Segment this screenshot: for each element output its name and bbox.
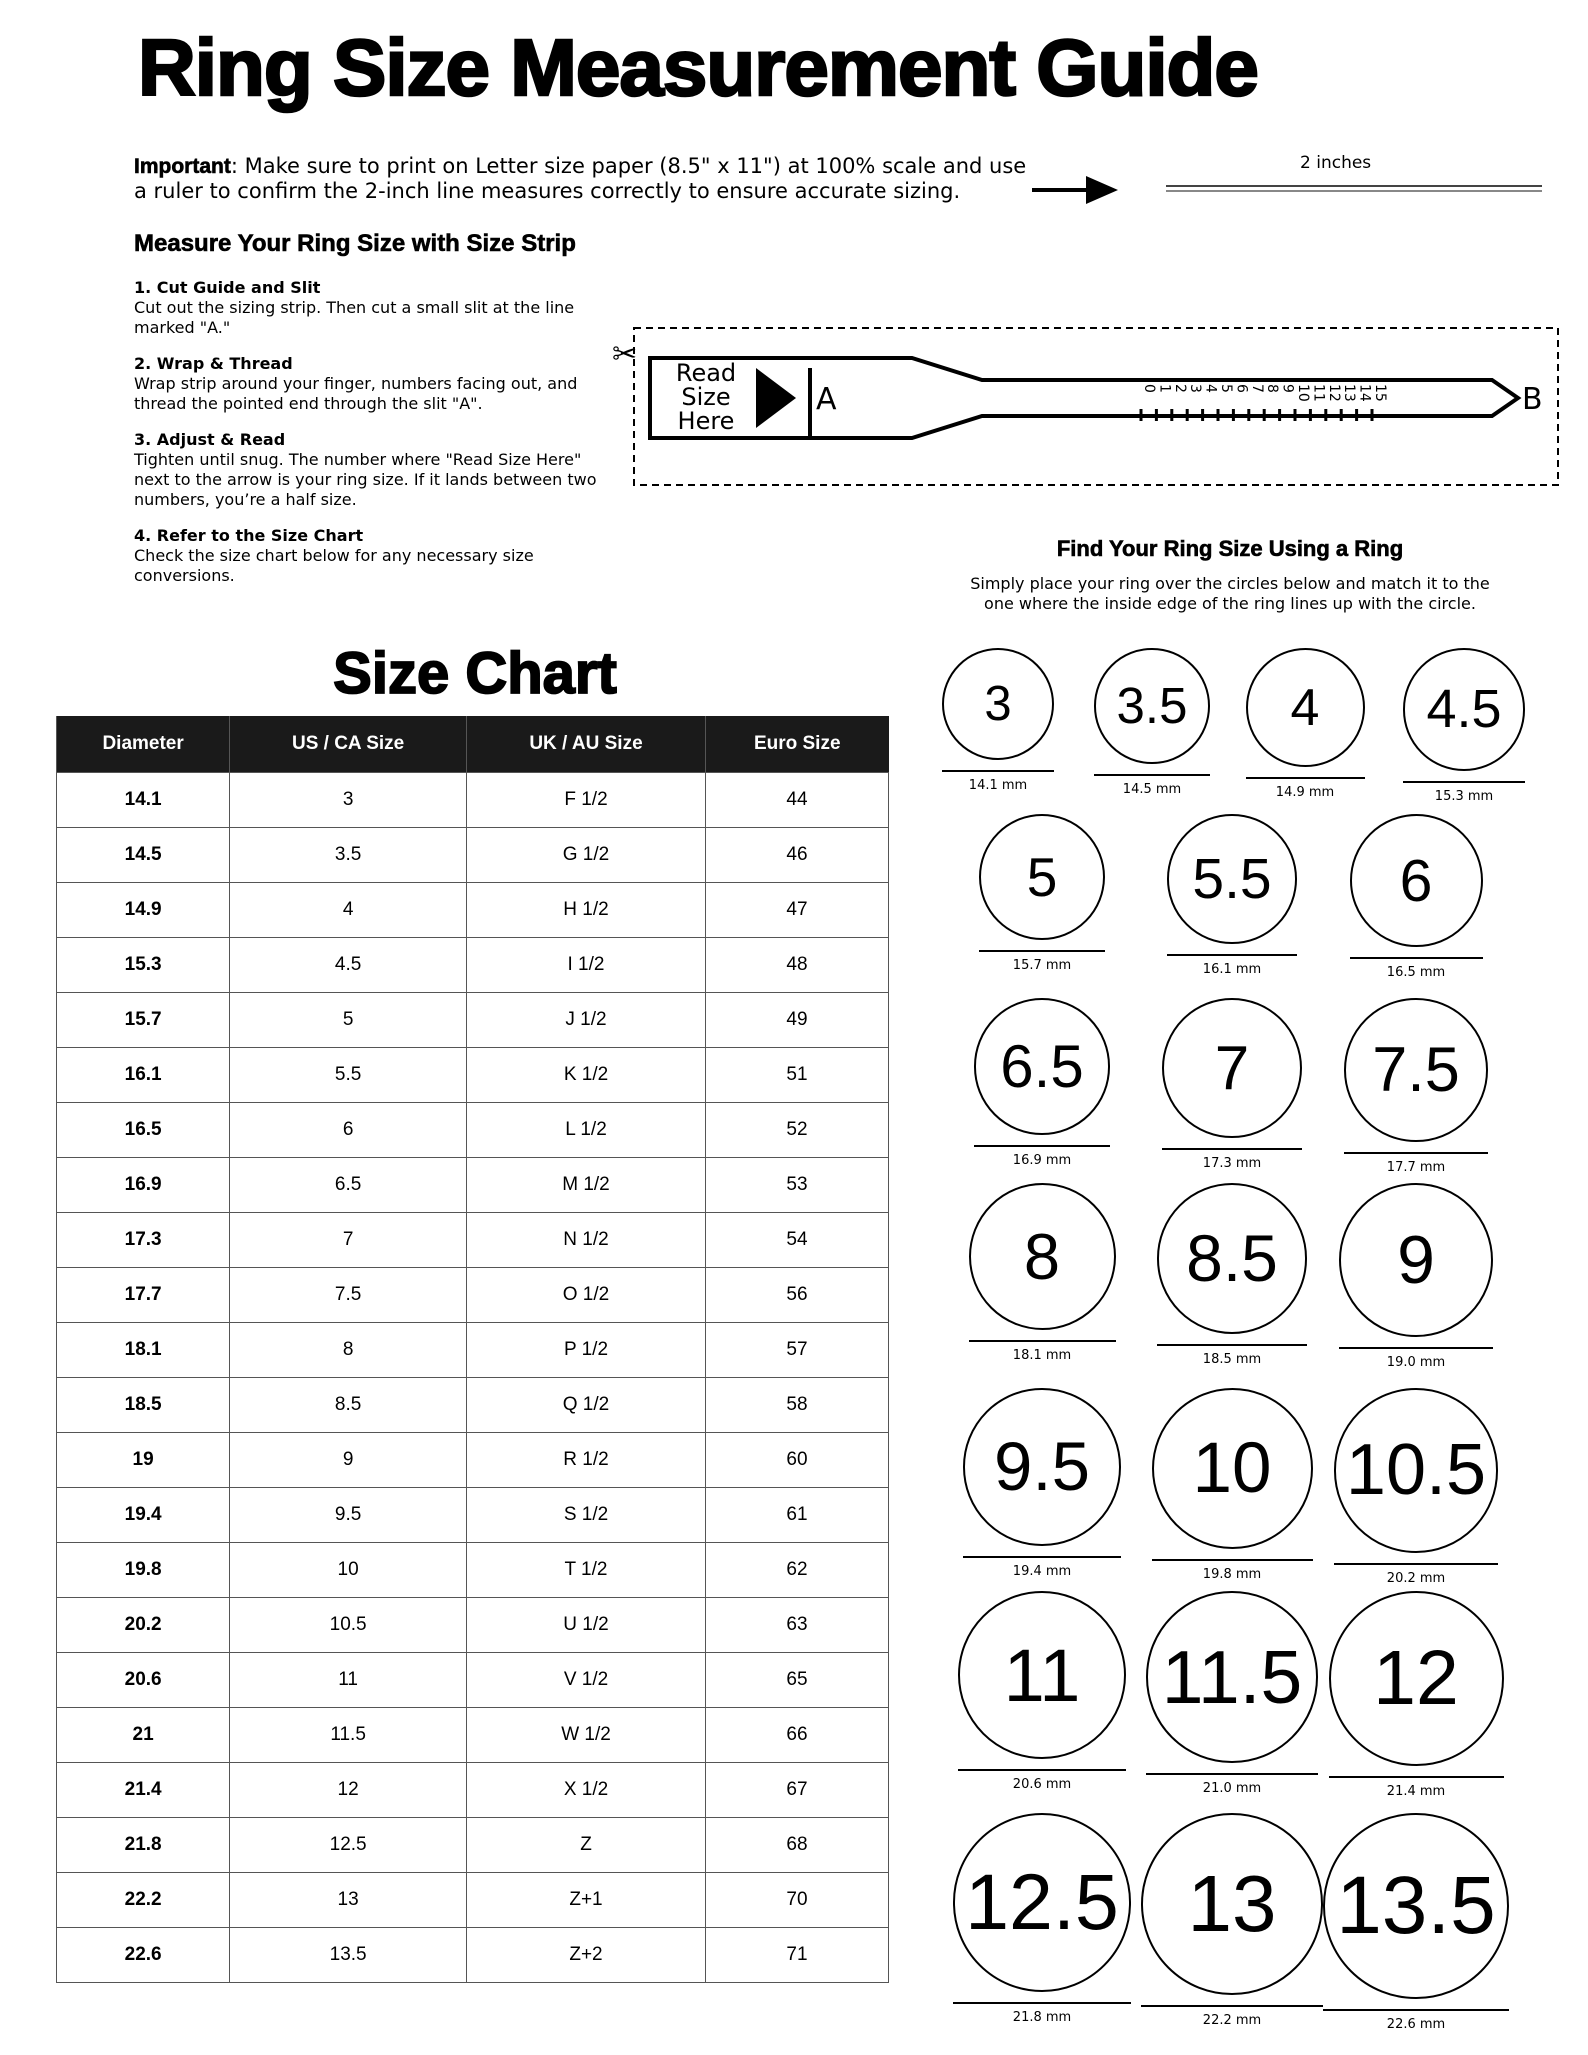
sizing-strip[interactable]: [612, 324, 1562, 489]
uk-size-cell: L 1/2: [467, 1103, 706, 1158]
ring-size-label: 11: [1003, 1633, 1081, 1717]
uk-size-cell: U 1/2: [467, 1598, 706, 1653]
diameter-cell: 22.6: [57, 1928, 230, 1983]
uk-size-cell: W 1/2: [467, 1708, 706, 1763]
uk-size-cell: R 1/2: [467, 1433, 706, 1488]
ring-size-label: 5.5: [1192, 846, 1272, 911]
ring-diameter-line: [1094, 774, 1210, 776]
size-chart-title: Size Chart: [333, 641, 617, 706]
important-text: : Make sure to print on Letter size paper (8.5" x 11") at 100% scale and use a ruler to confirm the 2-inch line measures correctly to ensure accurate sizing.: [134, 154, 1027, 203]
ring-diameter-label: 17.3 mm: [1202, 1156, 1262, 1171]
ring-diameter-line: [1162, 1148, 1302, 1150]
euro-size-cell: 51: [705, 1048, 888, 1103]
ring-size-label: 9: [1397, 1222, 1435, 1298]
us-size-cell: 7: [230, 1213, 467, 1268]
strip-scale-number: 8: [1264, 384, 1281, 393]
diameter-cell: 14.9: [57, 883, 230, 938]
ring-size-label: 5: [1026, 846, 1058, 908]
ring-size-label: 12: [1373, 1635, 1459, 1721]
diameter-cell: 16.9: [57, 1158, 230, 1213]
ring-size-label: 8.5: [1186, 1221, 1278, 1296]
uk-size-cell: Z+1: [467, 1873, 706, 1928]
strip-scale-number: 1: [1156, 384, 1173, 393]
ring-diameter-line: [974, 1145, 1111, 1147]
ring-circle: [979, 814, 1105, 940]
important-label: Important: [134, 155, 231, 178]
diameter-cell: 21.8: [57, 1818, 230, 1873]
step-item: [134, 278, 614, 338]
ring-circle: [1246, 648, 1365, 767]
diameter-cell: 19: [57, 1433, 230, 1488]
diameter-cell: 18.5: [57, 1378, 230, 1433]
important-note: [134, 154, 1034, 204]
instruction-steps: [134, 278, 614, 602]
table-row: [57, 1103, 889, 1158]
uk-size-cell: X 1/2: [467, 1763, 706, 1818]
strip-scale-number: 5: [1218, 384, 1234, 393]
euro-size-cell: 54: [705, 1213, 888, 1268]
table-header-row: [57, 716, 889, 773]
ring-circle: [963, 1388, 1121, 1546]
table-row: [57, 828, 889, 883]
euro-size-cell: 61: [705, 1488, 888, 1543]
uk-size-cell: Q 1/2: [467, 1378, 706, 1433]
table-row: [57, 1378, 889, 1433]
arrow-right-icon: [1030, 172, 1120, 208]
us-size-cell: 3: [230, 773, 467, 828]
strip-scale-number: 4: [1202, 384, 1219, 393]
uk-size-cell: Z: [467, 1818, 706, 1873]
euro-size-cell: 66: [705, 1708, 888, 1763]
ring-diameter-label: 16.1 mm: [1202, 961, 1262, 977]
euro-size-cell: 53: [705, 1158, 888, 1213]
uk-size-cell: P 1/2: [467, 1323, 706, 1378]
us-size-cell: 6: [230, 1103, 467, 1158]
euro-size-cell: 46: [705, 828, 888, 883]
ring-size-label: 10: [1192, 1429, 1272, 1508]
ring-diameter-line: [1350, 957, 1483, 959]
table-row: [57, 1928, 889, 1983]
ring-diameter-label: 15.7 mm: [1012, 958, 1072, 973]
ring-section-heading: Find Your Ring Size Using a Ring: [1056, 536, 1404, 561]
strip-scale-number: 15: [1372, 384, 1388, 402]
ring-diameter-label: 20.6 mm: [1012, 1777, 1072, 1792]
strip-read-line3: Here: [677, 407, 735, 435]
ring-diameter-label: 16.5 mm: [1386, 965, 1446, 980]
strip-heading: Measure Your Ring Size with Size Strip: [134, 230, 576, 257]
ring-diameter-label: 15.3 mm: [1434, 788, 1494, 804]
table-row: [57, 1873, 889, 1928]
ring-circle: [1094, 648, 1210, 764]
uk-size-cell: N 1/2: [467, 1213, 706, 1268]
ring-diameter-line: [1339, 1347, 1493, 1349]
us-size-cell: 7.5: [230, 1268, 467, 1323]
us-size-cell: 5.5: [230, 1048, 467, 1103]
diameter-cell: 15.7: [57, 993, 230, 1048]
ring-diameter-line: [958, 1769, 1126, 1771]
ring-diameter-line: [1246, 777, 1365, 779]
strip-scale-number: 13: [1341, 384, 1358, 402]
diameter-cell: 22.2: [57, 1873, 230, 1928]
strip-label-b: B: [1522, 382, 1543, 417]
euro-size-cell: 44: [705, 773, 888, 828]
ring-circle: [1146, 1591, 1318, 1763]
strip-scale-number: 9: [1279, 384, 1296, 393]
diameter-cell: 19.8: [57, 1543, 230, 1598]
us-size-cell: 13: [230, 1873, 467, 1928]
us-size-cell: 12.5: [230, 1818, 467, 1873]
strip-scale-number: 2: [1171, 384, 1188, 393]
uk-size-cell: J 1/2: [467, 993, 706, 1048]
table-row: [57, 1543, 889, 1598]
ring-circle: [1323, 1813, 1509, 1999]
step-item: [134, 354, 614, 414]
ring-circle: [1162, 998, 1302, 1138]
euro-size-cell: 68: [705, 1818, 888, 1873]
ring-diameter-line: [1141, 2005, 1323, 2007]
diameter-cell: 21.4: [57, 1763, 230, 1818]
ring-diameter-line: [1323, 2009, 1509, 2011]
ring-diameter-label: 21.0 mm: [1202, 1780, 1262, 1796]
size-chart-table: [56, 716, 889, 1983]
ring-diameter-label: 14.5 mm: [1122, 781, 1182, 797]
diameter-cell: 18.1: [57, 1323, 230, 1378]
ring-size-label: 11.5: [1161, 1634, 1303, 1719]
us-size-cell: 12: [230, 1763, 467, 1818]
step-text: Cut out the sizing strip. Then cut a small slit at the line marked "A.": [134, 298, 575, 337]
column-header: Euro Size: [705, 716, 888, 773]
euro-size-cell: 65: [705, 1653, 888, 1708]
us-size-cell: 9: [230, 1433, 467, 1488]
ring-diameter-line: [1329, 1776, 1504, 1778]
ring-size-label: 4.5: [1426, 679, 1502, 740]
table-row: [57, 1488, 889, 1543]
ring-diameter-label: 19.0 mm: [1386, 1355, 1446, 1370]
euro-size-cell: 52: [705, 1103, 888, 1158]
euro-size-cell: 70: [705, 1873, 888, 1928]
uk-size-cell: O 1/2: [467, 1268, 706, 1323]
table-row: [57, 1763, 889, 1818]
strip-scale-number: 0: [1141, 384, 1157, 393]
ring-diameter-line: [963, 1556, 1121, 1558]
ring-circle: [1329, 1591, 1504, 1766]
ring-size-label: 7.5: [1372, 1034, 1460, 1105]
step-title: 2. Wrap & Thread: [134, 354, 293, 373]
ring-diameter-label: 21.4 mm: [1386, 1784, 1446, 1799]
ring-diameter-line: [1167, 954, 1297, 956]
strip-scale-number: 10: [1295, 384, 1311, 402]
step-text: Check the size chart below for any necessary size conversions.: [134, 546, 534, 585]
ring-circle: [958, 1591, 1126, 1759]
ring-circle: [1157, 1183, 1308, 1334]
diameter-cell: 16.5: [57, 1103, 230, 1158]
ring-circle: [1403, 648, 1526, 771]
uk-size-cell: T 1/2: [467, 1543, 706, 1598]
scissors-icon: ✂: [612, 337, 638, 372]
ring-size-label: 13.5: [1336, 1859, 1496, 1951]
euro-size-cell: 49: [705, 993, 888, 1048]
ring-circle: [1152, 1388, 1313, 1549]
us-size-cell: 6.5: [230, 1158, 467, 1213]
ring-size-label: 6.5: [1000, 1032, 1084, 1100]
diameter-cell: 21: [57, 1708, 230, 1763]
ring-circle: [1167, 814, 1297, 944]
ring-size-label: 4: [1290, 678, 1320, 737]
diameter-cell: 20.6: [57, 1653, 230, 1708]
column-header: UK / AU Size: [467, 716, 706, 773]
ring-section-description: Simply place your ring over the circles below and match it to the one where the inside edge of the ring lines up with the circle.: [970, 574, 1490, 613]
step-item: [134, 430, 614, 510]
table-row: [57, 1268, 889, 1323]
us-size-cell: 5: [230, 993, 467, 1048]
diameter-cell: 17.3: [57, 1213, 230, 1268]
ring-diameter-label: 14.1 mm: [968, 778, 1028, 793]
uk-size-cell: F 1/2: [467, 773, 706, 828]
strip-scale-number: 6: [1233, 384, 1250, 393]
table-row: [57, 1213, 889, 1268]
ring-diameter-line: [1334, 1563, 1499, 1565]
uk-size-cell: I 1/2: [467, 938, 706, 993]
table-row: [57, 993, 889, 1048]
ring-diameter-label: 14.9 mm: [1275, 785, 1335, 800]
ring-diameter-label: 22.6 mm: [1386, 2016, 1446, 2032]
ring-diameter-line: [979, 950, 1105, 952]
table-row: [57, 938, 889, 993]
step-item: [134, 526, 614, 586]
uk-size-cell: V 1/2: [467, 1653, 706, 1708]
euro-size-cell: 63: [705, 1598, 888, 1653]
diameter-cell: 19.4: [57, 1488, 230, 1543]
euro-size-cell: 58: [705, 1378, 888, 1433]
ring-size-label: 6: [1399, 847, 1433, 914]
strip-label-a: A: [816, 382, 837, 417]
ring-diameter-label: 21.8 mm: [1012, 2009, 1072, 2025]
ring-circle: [974, 998, 1111, 1135]
uk-size-cell: M 1/2: [467, 1158, 706, 1213]
us-size-cell: 4.5: [230, 938, 467, 993]
us-size-cell: 10.5: [230, 1598, 467, 1653]
table-row: [57, 1433, 889, 1488]
ring-size-label: 13: [1187, 1859, 1277, 1948]
us-size-cell: 11.5: [230, 1708, 467, 1763]
ring-diameter-line: [1146, 1773, 1318, 1775]
us-size-cell: 8: [230, 1323, 467, 1378]
ring-diameter-line: [1157, 1344, 1308, 1346]
column-header: US / CA Size: [230, 716, 467, 773]
ring-circle: [1350, 814, 1483, 947]
strip-read-line2: Size: [681, 383, 731, 411]
step-text: Wrap strip around your finger, numbers facing out, and thread the pointed end through the slit "A".: [134, 374, 578, 413]
euro-size-cell: 62: [705, 1543, 888, 1598]
ring-size-label: 12.5: [965, 1857, 1119, 1947]
ring-circle: [953, 1813, 1132, 1992]
ring-size-label: 9.5: [994, 1428, 1090, 1506]
table-row: [57, 1653, 889, 1708]
strip-scale-number: 11: [1310, 384, 1327, 402]
ring-diameter-line: [1403, 781, 1526, 783]
ring-size-label: 3.5: [1116, 677, 1188, 735]
strip-read-line1: Read: [675, 359, 737, 387]
table-row: [57, 1048, 889, 1103]
euro-size-cell: 71: [705, 1928, 888, 1983]
table-row: [57, 1708, 889, 1763]
step-text: Tighten until snug. The number where "Read Size Here" next to the arrow is your ring size. If it lands between two numbers, you’re a half size.: [134, 450, 597, 509]
euro-size-cell: 67: [705, 1763, 888, 1818]
us-size-cell: 11: [230, 1653, 467, 1708]
step-title: 1. Cut Guide and Slit: [134, 278, 321, 297]
ring-diameter-line: [1344, 1152, 1488, 1154]
table-row: [57, 1323, 889, 1378]
table-row: [57, 1598, 889, 1653]
ring-circle: [1141, 1813, 1323, 1995]
uk-size-cell: K 1/2: [467, 1048, 706, 1103]
diameter-cell: 20.2: [57, 1598, 230, 1653]
ring-diameter-line: [942, 770, 1054, 772]
diameter-cell: 15.3: [57, 938, 230, 993]
step-title: 4. Refer to the Size Chart: [134, 526, 364, 545]
euro-size-cell: 47: [705, 883, 888, 938]
ring-diameter-line: [969, 1340, 1116, 1342]
us-size-cell: 13.5: [230, 1928, 467, 1983]
table-row: [57, 883, 889, 938]
euro-size-cell: 56: [705, 1268, 888, 1323]
ring-circle: [1339, 1183, 1493, 1337]
ring-circle: [1344, 998, 1488, 1142]
ruler-line: [1166, 185, 1542, 192]
ring-size-label: 7: [1214, 1033, 1250, 1103]
ring-diameter-line: [953, 2002, 1132, 2004]
ring-size-label: 3: [984, 677, 1012, 731]
ring-circle: [1334, 1388, 1499, 1553]
ring-circle: [942, 648, 1054, 760]
euro-size-cell: 60: [705, 1433, 888, 1488]
table-row: [57, 1818, 889, 1873]
strip-scale-number: 12: [1325, 384, 1342, 402]
diameter-cell: 17.7: [57, 1268, 230, 1323]
ruler-label: 2 inches: [1300, 153, 1372, 173]
ring-size-label: 10.5: [1345, 1430, 1487, 1511]
euro-size-cell: 57: [705, 1323, 888, 1378]
ring-diameter-label: 18.5 mm: [1202, 1351, 1262, 1367]
table-row: [57, 1158, 889, 1213]
diameter-cell: 16.1: [57, 1048, 230, 1103]
us-size-cell: 9.5: [230, 1488, 467, 1543]
strip-scale-number: 3: [1187, 384, 1204, 393]
us-size-cell: 4: [230, 883, 467, 938]
us-size-cell: 10: [230, 1543, 467, 1598]
ring-diameter-label: 19.8 mm: [1202, 1567, 1262, 1582]
ring-diameter-label: 22.2 mm: [1202, 2013, 1262, 2028]
strip-scale-number: 7: [1248, 384, 1265, 393]
ring-size-label: 8: [1023, 1220, 1061, 1293]
euro-size-cell: 48: [705, 938, 888, 993]
uk-size-cell: G 1/2: [467, 828, 706, 883]
ring-diameter-label: 19.4 mm: [1012, 1563, 1072, 1579]
uk-size-cell: Z+2: [467, 1928, 706, 1983]
ring-diameter-label: 16.9 mm: [1012, 1152, 1072, 1168]
uk-size-cell: H 1/2: [467, 883, 706, 938]
table-row: [57, 773, 889, 828]
diameter-cell: 14.5: [57, 828, 230, 883]
ring-diameter-line: [1152, 1559, 1313, 1561]
diameter-cell: 14.1: [57, 773, 230, 828]
ring-diameter-label: 20.2 mm: [1386, 1570, 1446, 1586]
uk-size-cell: S 1/2: [467, 1488, 706, 1543]
strip-scale-number: 14: [1356, 384, 1373, 402]
ring-circle: [969, 1183, 1116, 1330]
step-title: 3. Adjust & Read: [134, 430, 286, 449]
page-title: Ring Size Measurement Guide: [138, 23, 1258, 112]
us-size-cell: 3.5: [230, 828, 467, 883]
ring-diameter-label: 18.1 mm: [1012, 1348, 1072, 1363]
ring-diameter-label: 17.7 mm: [1386, 1159, 1446, 1175]
column-header: Diameter: [57, 716, 230, 773]
us-size-cell: 8.5: [230, 1378, 467, 1433]
